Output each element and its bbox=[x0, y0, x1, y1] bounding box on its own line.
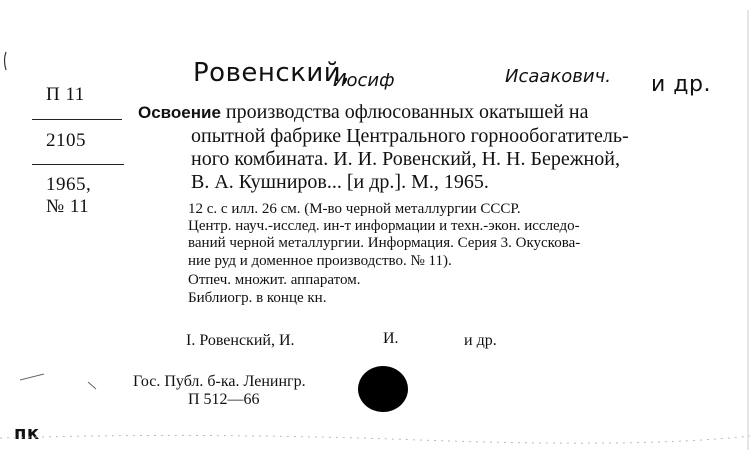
accession-number: 2105 bbox=[46, 130, 86, 151]
issue-number: № 11 bbox=[46, 196, 90, 217]
publication-year: 1965, bbox=[46, 174, 92, 195]
handwritten-patronymic: Исаакович. bbox=[505, 66, 611, 87]
library-name: Гос. Публ. б-ка. Ленингр. bbox=[133, 373, 306, 390]
title-line-4: В. А. Кушниров... [и др.]. М., 1965. bbox=[191, 171, 489, 193]
description-line-6: Библиогр. в конце кн. bbox=[188, 290, 327, 306]
tracing-entry: I. Ровенский, И. bbox=[186, 332, 295, 349]
handwritten-name: Иосиф bbox=[333, 70, 395, 91]
handwritten-etal: и др. bbox=[651, 72, 711, 97]
corner-mark: пк bbox=[14, 423, 40, 444]
handwritten-surname: Ровенский, bbox=[193, 58, 350, 88]
tracing-middle: И. bbox=[383, 330, 399, 347]
description-line-4: ние руд и доменное производство. № 11). bbox=[188, 253, 452, 269]
shelf-mark: П 11 bbox=[46, 84, 85, 105]
description-line-1: 12 с. с илл. 26 см. (М-во черной металлургии СССР. bbox=[188, 201, 521, 217]
tracing-etal: и др. bbox=[464, 332, 497, 349]
library-code: П 512—66 bbox=[188, 391, 260, 408]
description-line-5: Отпеч. множит. аппаратом. bbox=[188, 272, 361, 288]
title-line-1-rest: производства офлюсованных окатышей на bbox=[220, 101, 589, 123]
title-line-3: ного комбината. И. И. Ровенский, Н. Н. Бережной, bbox=[191, 148, 620, 170]
description-line-3: ваний черной металлургии. Информация. Серия 3. Окускова- bbox=[188, 235, 581, 251]
description-line-2: Центр. науч.-исслед. ин-т информации и техн.-экон. исследо- bbox=[188, 218, 580, 234]
title-line-2: опытной фабрике Центрального горнообогатитель- bbox=[191, 125, 629, 147]
title-lead-word: Освоение bbox=[138, 103, 221, 122]
